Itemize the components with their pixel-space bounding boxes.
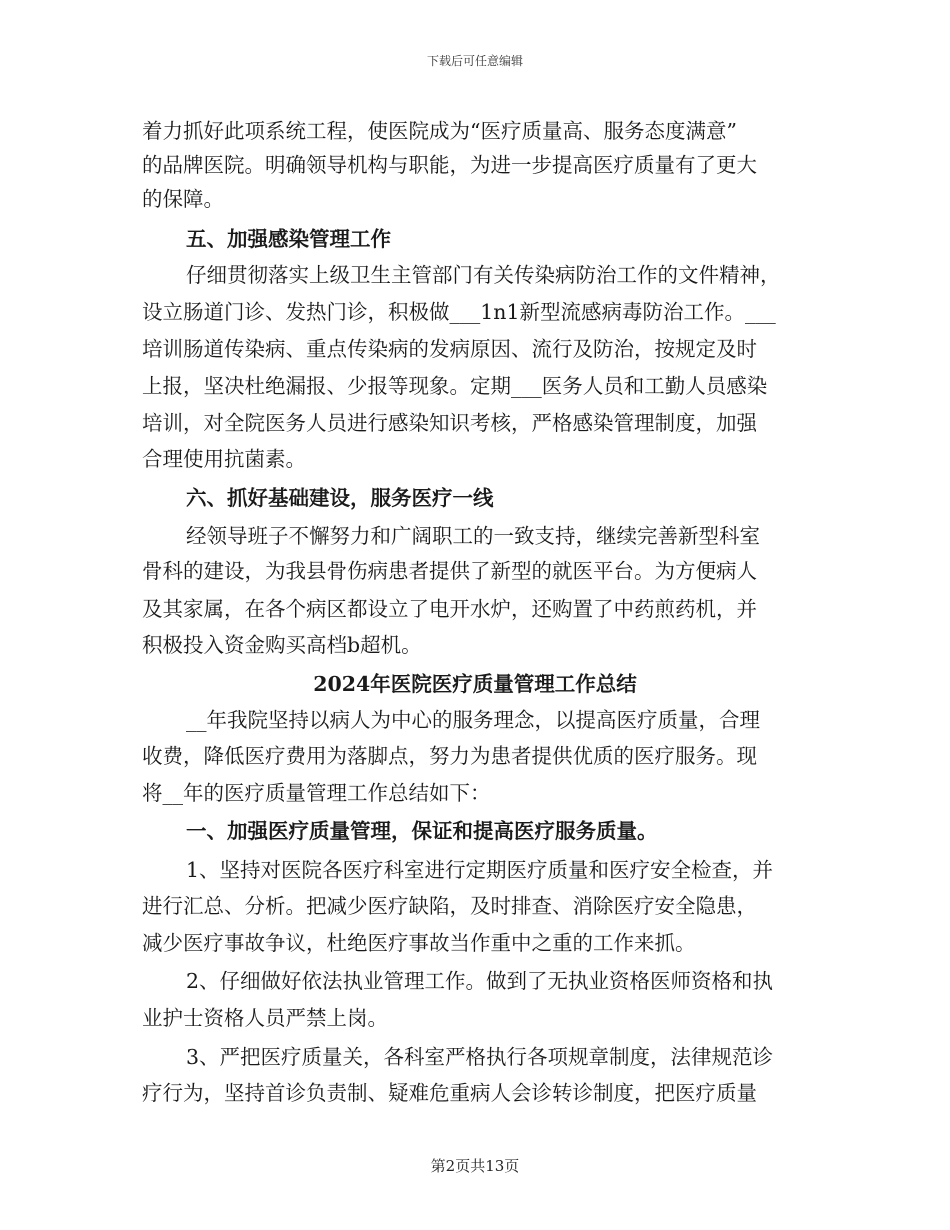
body-line: 进行汇总、分析。把减少医疗缺陷，及时排查、消除医疗安全隐患，: [142, 894, 757, 918]
body-line: 的保障。: [142, 187, 224, 211]
body-line: 的品牌医院。明确领导机构与职能，为进一步提高医疗质量有了更大: [142, 153, 757, 177]
body-line: 积极投入资金购买高档b超机。: [142, 633, 422, 657]
body-line: 3、严把医疗质量关，各科室严格执行各项规章制度，法律规范诊: [186, 1045, 774, 1069]
document-title: 2024年医院医疗质量管理工作总结: [313, 672, 637, 696]
body-line: 收费，降低医疗费用为落脚点，努力为患者提供优质的医疗服务。现: [142, 744, 757, 768]
body-line: 着力抓好此项系统工程，使医院成为“医疗质量高、服务态度满意”: [142, 119, 737, 143]
page-header: 下载后可任意编辑: [426, 54, 523, 68]
body-line: 上报，坚决杜绝漏报、少报等现象。定期___医务人员和工勤人员感染: [142, 374, 768, 398]
body-line: 仔细贯彻落实上级卫生主管部门有关传染病防治工作的文件精神，: [186, 263, 781, 287]
section-heading: 一、加强医疗质量管理，保证和提高医疗服务质量。: [186, 819, 658, 843]
body-line: __年我院坚持以病人为中心的服务理念，以提高医疗质量，合理: [186, 708, 760, 732]
body-line: 及其家属，在各个病区都设立了电开水炉，还购置了中药煎药机，并: [142, 597, 757, 621]
body-line: 疗行为，坚持首诊负责制、疑难危重病人会诊转诊制度，把医疗质量: [142, 1081, 757, 1105]
body-line: 培训，对全院医务人员进行感染知识考核，严格感染管理制度，加强: [142, 411, 757, 435]
body-line: 业护士资格人员严禁上岗。: [142, 1006, 388, 1030]
section-heading: 五、加强感染管理工作: [186, 227, 391, 251]
section-heading: 六、抓好基础建设，服务医疗一线: [186, 486, 494, 510]
body-line: 设立肠道门诊、发热门诊，积极做___1n1新型流感病毒防治工作。___: [142, 300, 776, 324]
body-line: 1、坚持对医院各医疗科室进行定期医疗质量和医疗安全检查，并: [186, 858, 774, 882]
body-line: 减少医疗事故争议，杜绝医疗事故当作重中之重的工作来抓。: [142, 931, 696, 955]
body-line: 合理使用抗菌素。: [142, 447, 306, 471]
body-line: 经领导班子不懈努力和广阔职工的一致支持，继续完善新型科室: [186, 524, 760, 548]
body-line: 2、仔细做好依法执业管理工作。做到了无执业资格医师资格和执: [186, 969, 774, 993]
page-number-footer: 第2页共13页: [430, 1157, 520, 1175]
body-line: 培训肠道传染病、重点传染病的发病原因、流行及防治，按规定及时: [142, 337, 757, 361]
body-line: 将__年的医疗质量管理工作总结如下：: [142, 781, 491, 805]
body-line: 骨科的建设，为我县骨伤病患者提供了新型的就医平台。为方便病人: [142, 559, 757, 583]
